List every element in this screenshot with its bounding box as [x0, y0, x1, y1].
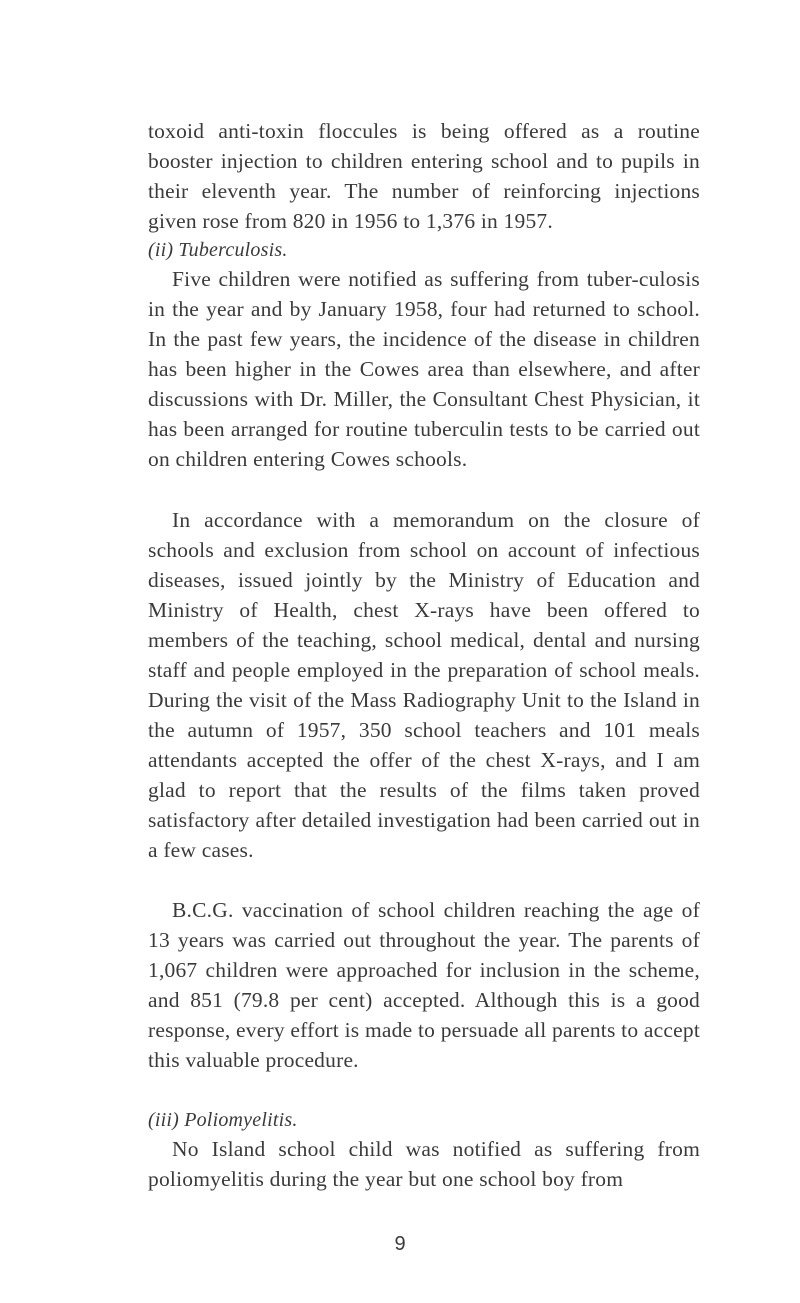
paragraph-toxoid-booster: toxoid anti-toxin floccules is being offered as a routine booster injection to children entering school and to pupils in their eleventh year. The number of reinforcing injections given rose from 820 in 1956 to 1,376 in 1957. — [148, 119, 700, 233]
paragraph-bcg-vaccination: B.C.G. vaccination of school children reaching the age of 13 years was carried out throughout the year. The parents of 1,067 children were approached for inclusion in the scheme, and 851 (79.8 per cent) accepted. Although this is a good response, every effort is made to persuade all parents to accept this valuable procedure. — [148, 898, 700, 1072]
heading-poliomyelitis: (iii) Poliomyelitis. — [148, 1109, 298, 1131]
paragraph-tuberculosis-notifications: Five children were notified as suffering from tuber-culosis in the year and by January 1958, four had returned to school. In the past few years, the incidence of the disease in children has been higher in the Cowes area than elsewhere, and after discussions with Dr. Miller, the Consultant Chest Physician, it has been arranged for routine tuberculin tests to be carried out on children entering Cowes schools. — [148, 267, 700, 471]
paragraph-poliomyelitis: No Island school child was notified as suffering from poliomyelitis during the year but one school boy from — [148, 1137, 700, 1191]
page-number: 9 — [394, 1233, 406, 1255]
heading-tuberculosis: (ii) Tuberculosis. — [148, 239, 288, 261]
paragraph-chest-xrays: In accordance with a memorandum on the closure of schools and exclusion from school on account of infectious diseases, issued jointly by the Ministry of Education and Ministry of Health, chest X-rays have been offered to members of the teaching, school medical, dental and nursing staff and people employed in the preparation of school meals. During the visit of the Mass Radiography Unit to the Island in the autumn of 1957, 350 school teachers and 101 meals attendants accepted the offer of the chest X-rays, and I am glad to report that the results of the films taken proved satisfactory after detailed investigation had been carried out in a few cases. — [148, 508, 700, 862]
